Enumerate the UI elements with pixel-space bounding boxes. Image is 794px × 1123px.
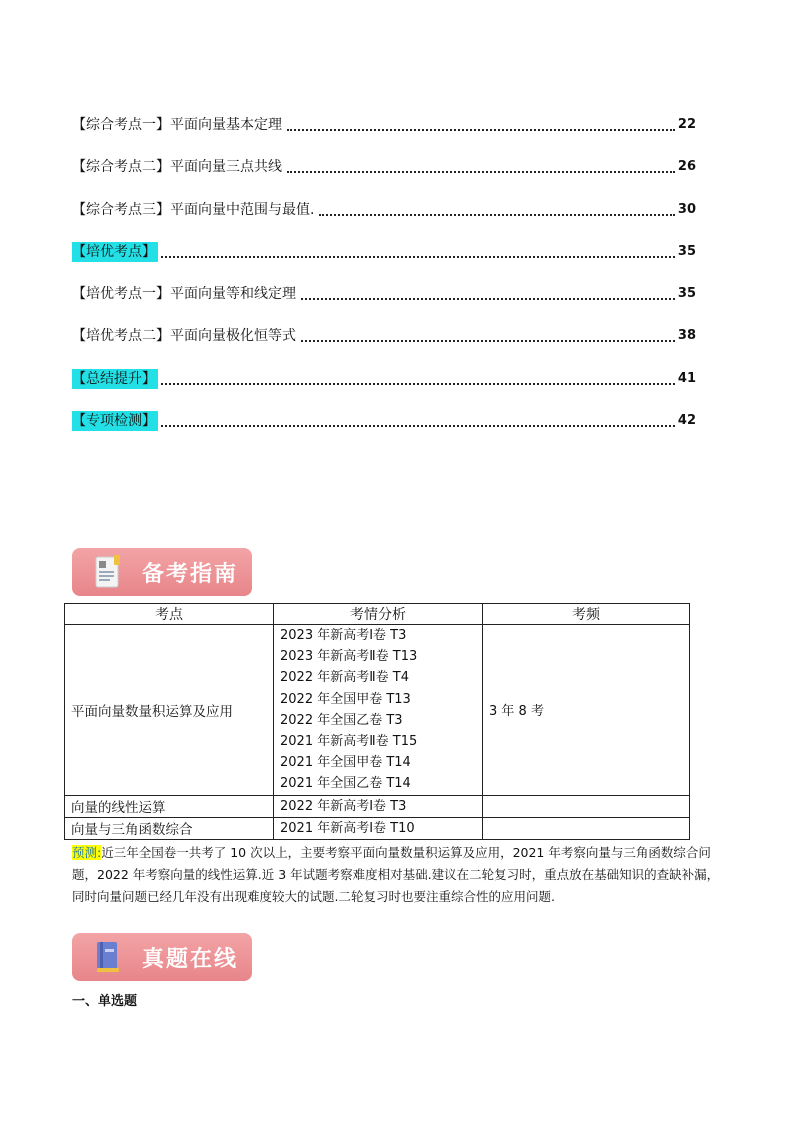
- guide-banner: [72, 548, 252, 596]
- toc-page-number: 42: [677, 413, 696, 429]
- topic-cell: 平面向量数量积运算及应用: [65, 625, 274, 796]
- header-topic: 考点: [65, 604, 274, 625]
- toc-page-number: 35: [677, 243, 696, 259]
- toc-label: 【培优考点】: [72, 243, 156, 260]
- exam-guide-table: [64, 603, 690, 840]
- toc-entry[interactable]: [72, 369, 696, 411]
- toc-label: 【综合考点一】平面向量基本定理: [72, 117, 282, 133]
- document-icon: [88, 552, 128, 592]
- table-row: [65, 625, 690, 796]
- toc-leader-dots: [319, 200, 674, 216]
- toc-page-number: 30: [677, 201, 696, 217]
- exam-list-cell: [274, 625, 483, 796]
- section-heading: 一、单选题: [72, 994, 138, 1009]
- toc-leader-dots: [301, 284, 675, 300]
- table-of-contents: [72, 115, 696, 453]
- toc-entry[interactable]: [72, 157, 696, 199]
- exam-item: 2021 年全国甲卷 T14: [280, 755, 411, 771]
- exam-list-cell: [274, 817, 483, 839]
- exam-item: 2021 年新高考Ⅱ卷 T15: [280, 734, 418, 750]
- exam-item: 2021 年全国乙卷 T14: [280, 776, 411, 792]
- exam-list-cell: [274, 795, 483, 817]
- toc-entry[interactable]: [72, 115, 696, 157]
- online-banner: [72, 933, 252, 981]
- exam-item: 2022 年新高考Ⅱ卷 T4: [280, 670, 409, 686]
- toc-label: 【培优考点二】平面向量极化恒等式: [72, 328, 296, 345]
- prediction-text: 近三年全国卷一共考了 10 次以上，主要考察平面向量数量积运算及应用，2021 年考察向量与三角函数综合问题，2022 年考察向量的线性运算.近 3 年试题考察难度相对基础.建议在二轮复习时，重点放在基础知识的查缺补漏，同时向量问题已经几年没有出现难度较大的试题.二轮复习时也要注重综合性的应用问题.: [72, 845, 720, 904]
- toc-entry[interactable]: [72, 242, 696, 284]
- toc-leader-dots: [301, 326, 675, 342]
- exam-item: 2021 年新高考Ⅰ卷 T10: [280, 820, 415, 836]
- frequency-cell: [483, 795, 690, 817]
- toc-leader-dots: [287, 115, 675, 131]
- exam-item: 2023 年新高考Ⅱ卷 T13: [280, 649, 418, 665]
- table-row: [65, 795, 690, 817]
- guide-title: 备考指南: [142, 561, 239, 587]
- toc-page-number: 38: [677, 328, 696, 344]
- toc-page-number: 35: [677, 286, 696, 302]
- prediction-tag: 预测:: [72, 845, 102, 860]
- toc-entry[interactable]: [72, 411, 696, 453]
- toc-entry[interactable]: [72, 284, 696, 326]
- online-title: 真题在线: [142, 946, 239, 972]
- header-frequency: 考频: [483, 604, 690, 625]
- toc-leader-dots: [161, 242, 675, 258]
- frequency-cell: 3 年 8 考: [483, 625, 690, 796]
- table-row: [65, 817, 690, 839]
- topic-cell: 向量的线性运算: [65, 795, 274, 817]
- toc-entry[interactable]: [72, 326, 696, 368]
- header-analysis: 考情分析: [274, 604, 483, 625]
- toc-page-number: 22: [677, 117, 696, 132]
- prediction-paragraph: [72, 842, 726, 908]
- exam-item: 2022 年全国甲卷 T13: [280, 691, 411, 707]
- exam-item: 2023 年新高考Ⅰ卷 T3: [280, 628, 407, 643]
- toc-leader-dots: [161, 411, 675, 427]
- toc-entry[interactable]: [72, 200, 696, 242]
- toc-leader-dots: [161, 369, 675, 385]
- topic-cell: 向量与三角函数综合: [65, 817, 274, 839]
- table-header-row: [65, 604, 690, 625]
- exam-item: 2022 年新高考Ⅰ卷 T3: [280, 798, 407, 814]
- toc-label: 【总结提升】: [72, 370, 156, 387]
- toc-label: 【综合考点二】平面向量三点共线: [72, 159, 282, 176]
- toc-label: 【综合考点三】平面向量中范围与最值.: [72, 201, 315, 218]
- toc-label: 【专项检测】: [72, 413, 156, 430]
- exam-item: 2022 年全国乙卷 T3: [280, 712, 403, 728]
- toc-page-number: 41: [677, 370, 696, 386]
- frequency-cell: [483, 817, 690, 839]
- toc-leader-dots: [287, 157, 675, 173]
- toc-label: 【培优考点一】平面向量等和线定理: [72, 286, 296, 303]
- toc-page-number: 26: [677, 159, 696, 175]
- book-icon: [88, 937, 128, 977]
